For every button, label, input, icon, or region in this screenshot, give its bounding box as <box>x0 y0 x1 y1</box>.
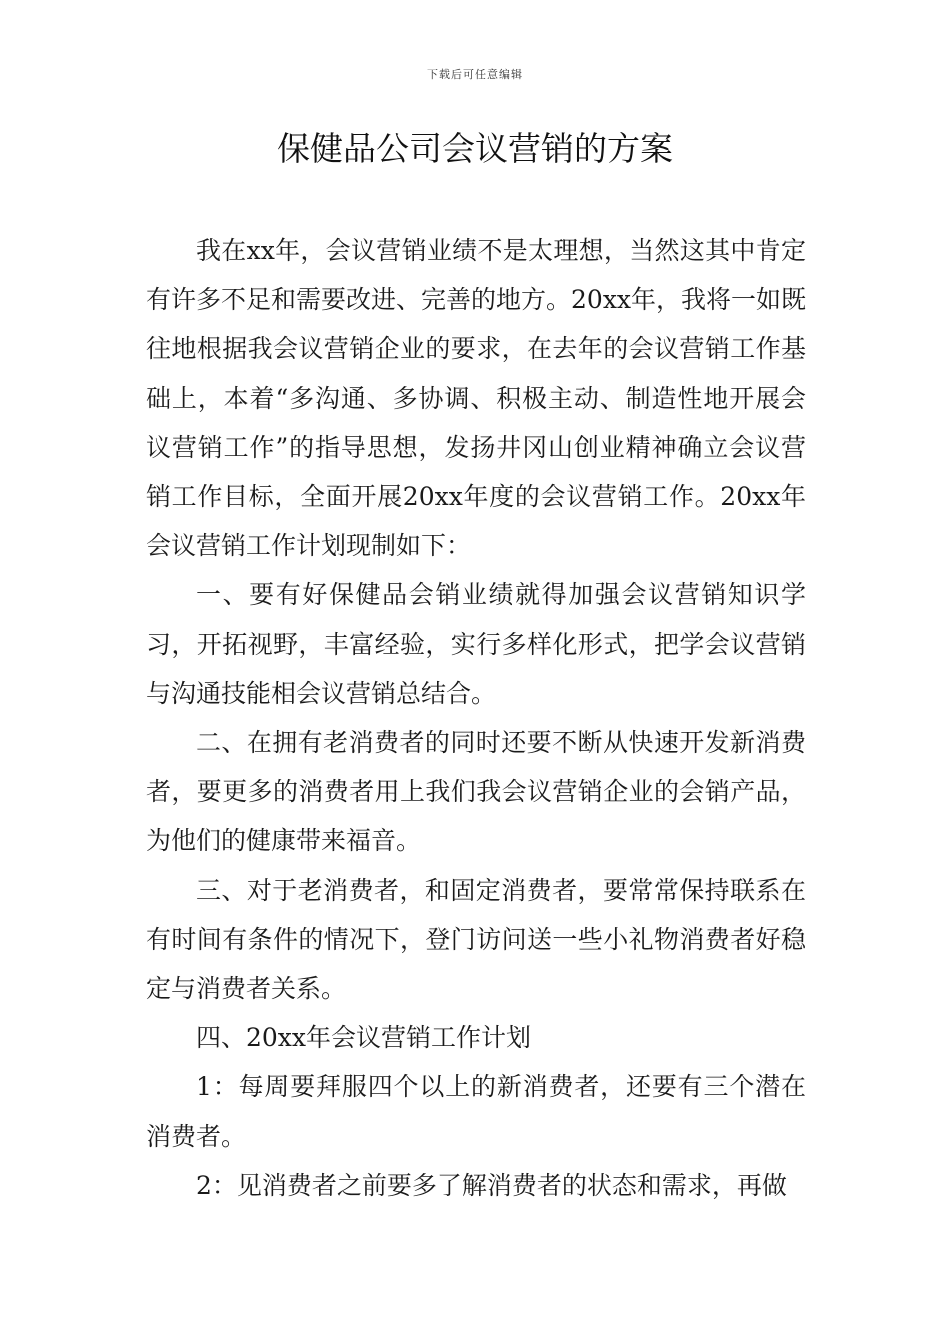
paragraph-item-4-heading: 四、20xx年会议营销工作计划 <box>196 1023 532 1053</box>
header-note: 下载后可任意编辑 <box>427 68 523 81</box>
paragraph-item-3: 三、对于老消费者，和固定消费者，要常常保持联系在有时间有条件的情况下，登门访问送一些小礼物消费者好稳定与消费者关系。 <box>146 875 806 1004</box>
paragraph-item-1: 一、要有好保健品会销业绩就得加强会议营销知识学习，开拓视野，丰富经验，实行多样化形式，把学会议营销与沟通技能相会议营销总结合。 <box>146 580 806 708</box>
paragraph-plan-1: 1：每周要拜服四个以上的新消费者，还要有三个潜在消费者。 <box>146 1072 806 1151</box>
paragraph-item-2: 二、在拥有老消费者的同时还要不断从快速开发新消费者，要更多的消费者用上我们我会议营销企业的会销产品，为他们的健康带来福音。 <box>146 728 806 856</box>
document-body <box>146 226 806 1210</box>
paragraph-intro: 我在xx年，会议营销业绩不是太理想，当然这其中肯定有许多不足和需要改进、完善的地方。20xx年，我将一如既往地根据我会议营销企业的要求，在去年的会议营销工作基础上，本着“多沟通、多协调、积极主动、制造性地开展会议营销工作”的指导思想，发扬井冈山创业精神确立会议营销工作目标，全面开展20xx年度的会议营销工作。20xx年会议营销工作计划现制如下： <box>146 236 807 561</box>
paragraph-plan-2: 2：见消费者之前要多了解消费者的状态和需求，再做 <box>196 1170 787 1200</box>
document-title: 保健品公司会议营销的方案 <box>277 129 673 168</box>
